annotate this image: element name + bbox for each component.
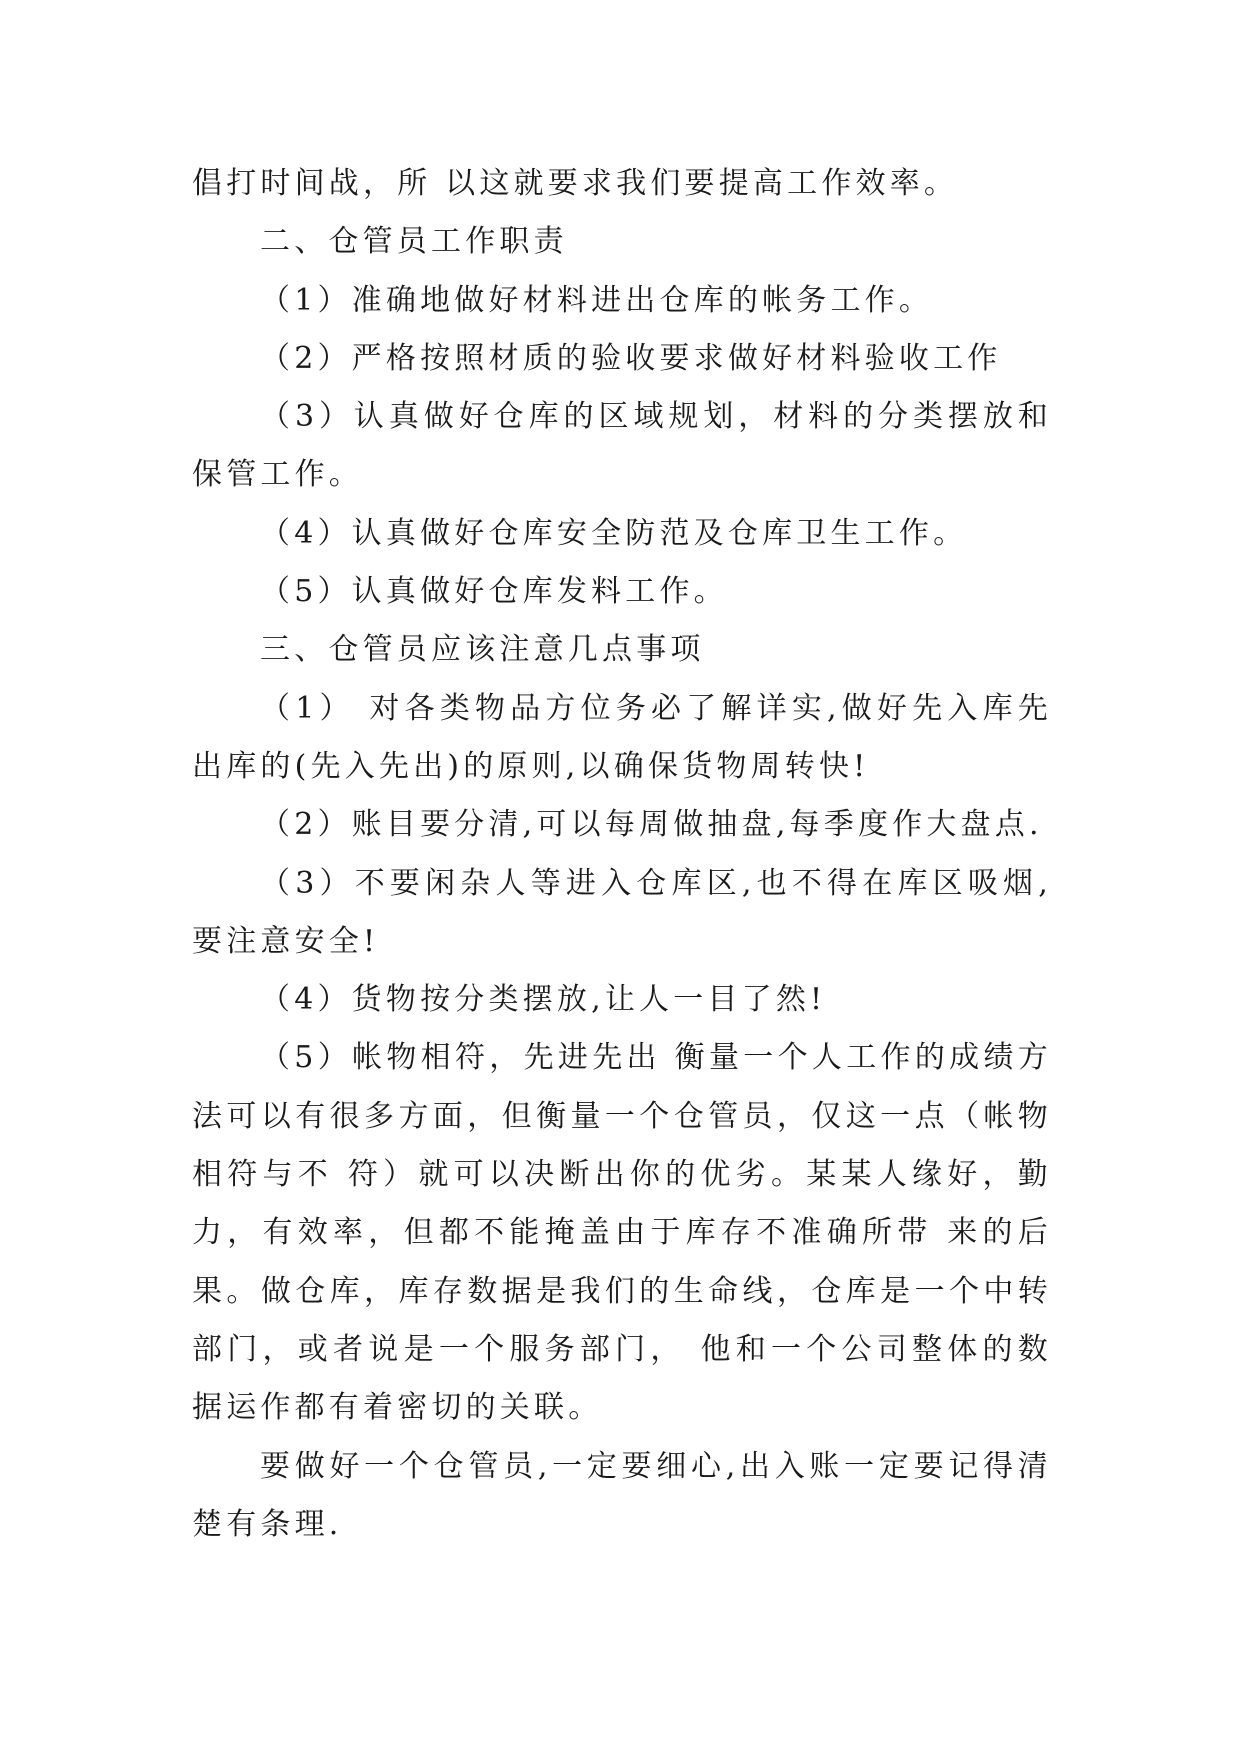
section-heading-duties: 二、仓管员工作职责 [260, 224, 568, 260]
duty-item-2: （2）严格按照材质的验收要求做好材料验收工作 [260, 340, 1002, 376]
duty-item-4: （4）认真做好仓库安全防范及仓库卫生工作。 [260, 515, 968, 551]
section-heading-notes: 三、仓管员应该注意几点事项 [260, 632, 705, 668]
duty-item-3: （3）认真做好仓库的区域规划，材料的分类摆放和保管工作。 [192, 399, 1052, 493]
note-item-4: （4）货物按分类摆放,让人一目了然! [260, 982, 827, 1018]
note-item-3: （3）不要闲杂人等进入仓库区,也不得在库区吸烟,要注意安全! [192, 865, 1052, 959]
duty-item-5: （5）认真做好仓库发料工作。 [260, 574, 728, 610]
closing-paragraph: 要做好一个仓管员,一定要细心,出入账一定要记得清楚有条理. [192, 1448, 1052, 1542]
document-body [192, 155, 1052, 1554]
duty-item-1: （1）准确地做好材料进出仓库的帐务工作。 [260, 282, 934, 318]
note-item-2: （2）账目要分清,可以每周做抽盘,每季度作大盘点. [260, 807, 1043, 843]
note-item-5: （5）帐物相符，先进先出 衡量一个人工作的成绩方法可以有很多方面，但衡量一个仓管员，仅这一点（帐物相符与不 符）就可以决断出你的优劣。某某人缘好，勤力，有效率，但都不能掩盖由于库存不准确所带 来的后果。做仓库，库存数据是我们的生命线，仓库是一个中转部门，或者说是一个服务部门， 他和一个公司整体的数据运作都有着密切的关联。 [192, 1040, 1052, 1426]
note-item-1: （1） 对各类物品方位务必了解详实,做好先入库先出库的(先入先出)的原则,以确保货物周转快! [192, 690, 1052, 784]
paragraph-continuation: 倡打时间战，所 以这就要求我们要提高工作效率。 [192, 166, 959, 201]
